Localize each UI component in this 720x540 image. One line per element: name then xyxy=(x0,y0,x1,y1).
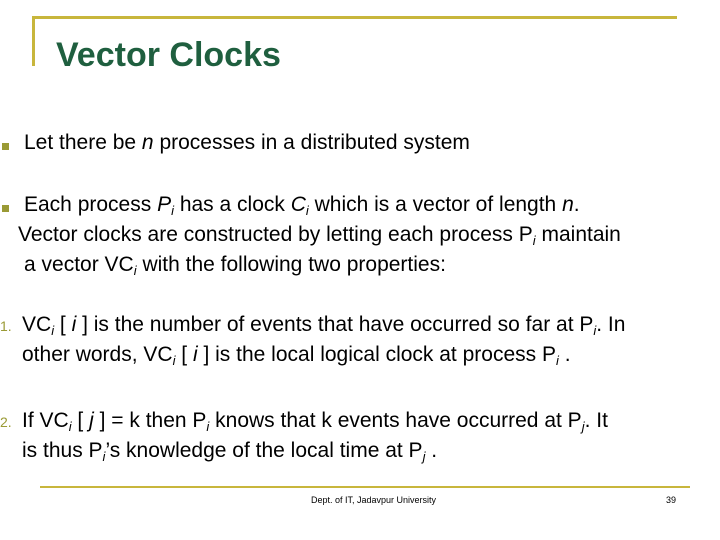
item-1-text-part: . In xyxy=(596,313,626,336)
bullet-2-subscript: i xyxy=(171,203,174,218)
item-1-text-part: ] is the local logical clock at process P xyxy=(197,343,556,366)
title-frame-left-rule xyxy=(32,16,35,66)
item-2-text-part: . xyxy=(425,439,438,462)
item-2-var-j: j xyxy=(89,409,94,432)
footer-rule xyxy=(40,486,690,488)
slide-title: Vector Clocks xyxy=(56,36,281,74)
bullet-2-text-part: . xyxy=(573,193,580,216)
item-1-var-i: i xyxy=(71,313,77,336)
bullet-1-text-part: processes in a distributed system xyxy=(153,131,470,154)
bullet-2-subscript: i xyxy=(532,233,536,248)
item-1-subscript: i xyxy=(51,323,55,338)
item-1-text-part: ] is the number of events that have occurred so far at P xyxy=(76,313,594,336)
item-2-subscript: j xyxy=(581,419,585,434)
item-1-text-part: . xyxy=(558,343,571,366)
item-1-text-part: [ xyxy=(54,313,72,336)
bullet-1-var-n: n xyxy=(141,131,154,154)
item-2-text-part: ] = k then P xyxy=(93,409,207,432)
item-1-var-i: i xyxy=(192,343,198,366)
bullet-2-var-C: C xyxy=(290,193,306,216)
item-1-subscript: i xyxy=(593,323,597,338)
item-2-line-1 xyxy=(22,405,608,436)
bullet-2-text-part: Vector clocks are constructed by letting each process P xyxy=(18,223,533,246)
bullet-2-subscript: i xyxy=(133,263,137,278)
item-2-line-2 xyxy=(22,435,437,466)
item-1-line-2 xyxy=(22,339,571,370)
bullet-2-text-part: with the following two properties: xyxy=(136,253,446,276)
bullet-square-1 xyxy=(2,143,9,150)
bullet-2-var-P: P xyxy=(157,193,172,216)
bullet-2-text-part: has a clock xyxy=(173,193,291,216)
item-2-subscript: i xyxy=(102,449,106,464)
bullet-2-subscript: i xyxy=(305,203,309,218)
item-2-text-part: [ xyxy=(71,409,90,432)
item-2-subscript: j xyxy=(422,449,426,464)
bullet-square-2 xyxy=(2,205,9,212)
bullet-2-text-part: maintain xyxy=(535,223,621,246)
bullet-2-text-part: Each process xyxy=(24,193,158,216)
bullet-2-text-part: which is a vector of length xyxy=(308,193,563,216)
item-1-subscript: i xyxy=(172,353,176,368)
item-2-number: 2. xyxy=(0,414,12,430)
footer-page-number: 39 xyxy=(666,495,677,505)
bullet-1-text xyxy=(24,127,470,158)
item-2-subscript: i xyxy=(206,419,210,434)
item-2-subscript: i xyxy=(68,419,72,434)
bullet-2-line-1 xyxy=(24,189,580,220)
item-1-text-part: VC xyxy=(22,313,52,336)
item-2-text-part: . It xyxy=(584,409,608,432)
title-frame-top-rule xyxy=(32,16,677,19)
bullet-1-text-part: Let there be xyxy=(24,131,142,154)
item-2-text-part: is thus P xyxy=(22,439,103,462)
item-2-text-part: knows that k events have occurred at P xyxy=(209,409,582,432)
bullet-2-var-n: n xyxy=(562,193,574,216)
item-2-text-part: ’s knowledge of the local time at P xyxy=(105,439,423,462)
item-2-text-part: If VC xyxy=(22,409,69,432)
item-1-line-1 xyxy=(22,309,625,340)
footer-department: Dept. of IT, Jadavpur University xyxy=(311,495,437,505)
bullet-2-line-2 xyxy=(18,219,621,250)
item-1-subscript: i xyxy=(555,353,559,368)
item-1-number: 1. xyxy=(0,318,12,334)
bullet-2-line-3 xyxy=(24,249,446,280)
item-1-text-part: [ xyxy=(175,343,193,366)
bullet-2-text-part: a vector VC xyxy=(24,253,134,276)
item-1-text-part: other words, VC xyxy=(22,343,173,366)
